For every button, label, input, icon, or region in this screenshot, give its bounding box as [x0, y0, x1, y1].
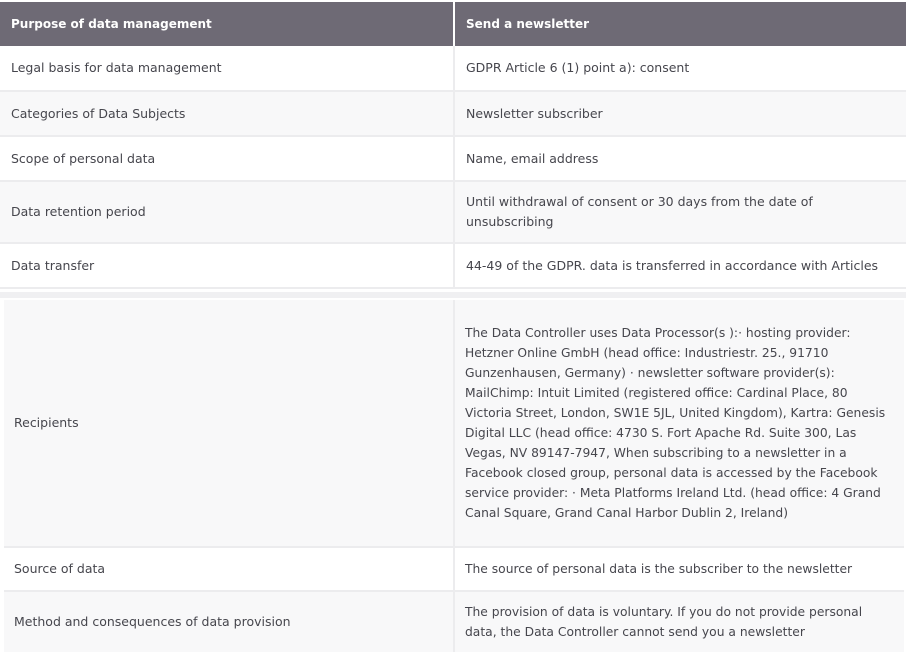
row-value: Name, email address [454, 136, 906, 181]
table-row [4, 547, 904, 591]
purpose-value: Send a newsletter [454, 2, 906, 46]
row-label: Data transfer [0, 243, 454, 288]
row-label: Method and consequences of data provision [4, 591, 454, 652]
row-value: GDPR Article 6 (1) point a): consent [454, 46, 906, 91]
row-label: Scope of personal data [0, 136, 454, 181]
table-divider [0, 292, 906, 298]
table-header-row [0, 2, 906, 46]
row-label: Source of data [4, 547, 454, 591]
table-row [0, 91, 906, 136]
data-management-table [0, 2, 906, 289]
table-row [0, 181, 906, 243]
recipients-table [4, 300, 904, 652]
table-row [0, 136, 906, 181]
purpose-label: Purpose of data management [0, 2, 454, 46]
row-label: Data retention period [0, 181, 454, 243]
row-value: 44-49 of the GDPR. data is transferred in accordance with Articles [454, 243, 906, 288]
row-label: Categories of Data Subjects [0, 91, 454, 136]
table-row [4, 591, 904, 652]
row-value: The Data Controller uses Data Processor(s ):· hosting provider: Hetzner Online GmbH (head office: Industriestr. 25., 91710 Gunzenhausen, Germany) · newsletter software provider(s): MailChimp: Intuit Limited (registered office: Cardinal Place, 80 Victoria Street, London, SW1E 5JL, United Kingdom), Kartra: Genesis Digital LLC (head office: 4730 S. Fort Apache Rd. Suite 300, Las Vegas, NV 89147-7947, When subscribing to a newsletter in a Facebook closed group, personal data is accessed by the Facebook service provider: · Meta Platforms Ireland Ltd. (head office: 4 Grand Canal Square, Grand Canal Harbor Dublin 2, Ireland) [454, 300, 904, 547]
row-value: The provision of data is voluntary. If you do not provide personal data, the Data Controller cannot send you a newsletter [454, 591, 904, 652]
row-label: Legal basis for data management [0, 46, 454, 91]
table-row [4, 300, 904, 547]
table-row [0, 46, 906, 91]
row-label: Recipients [4, 300, 454, 547]
row-value: The source of personal data is the subscriber to the newsletter [454, 547, 904, 591]
row-value: Newsletter subscriber [454, 91, 906, 136]
table-row [0, 243, 906, 288]
row-value: Until withdrawal of consent or 30 days from the date of unsubscribing [454, 181, 906, 243]
